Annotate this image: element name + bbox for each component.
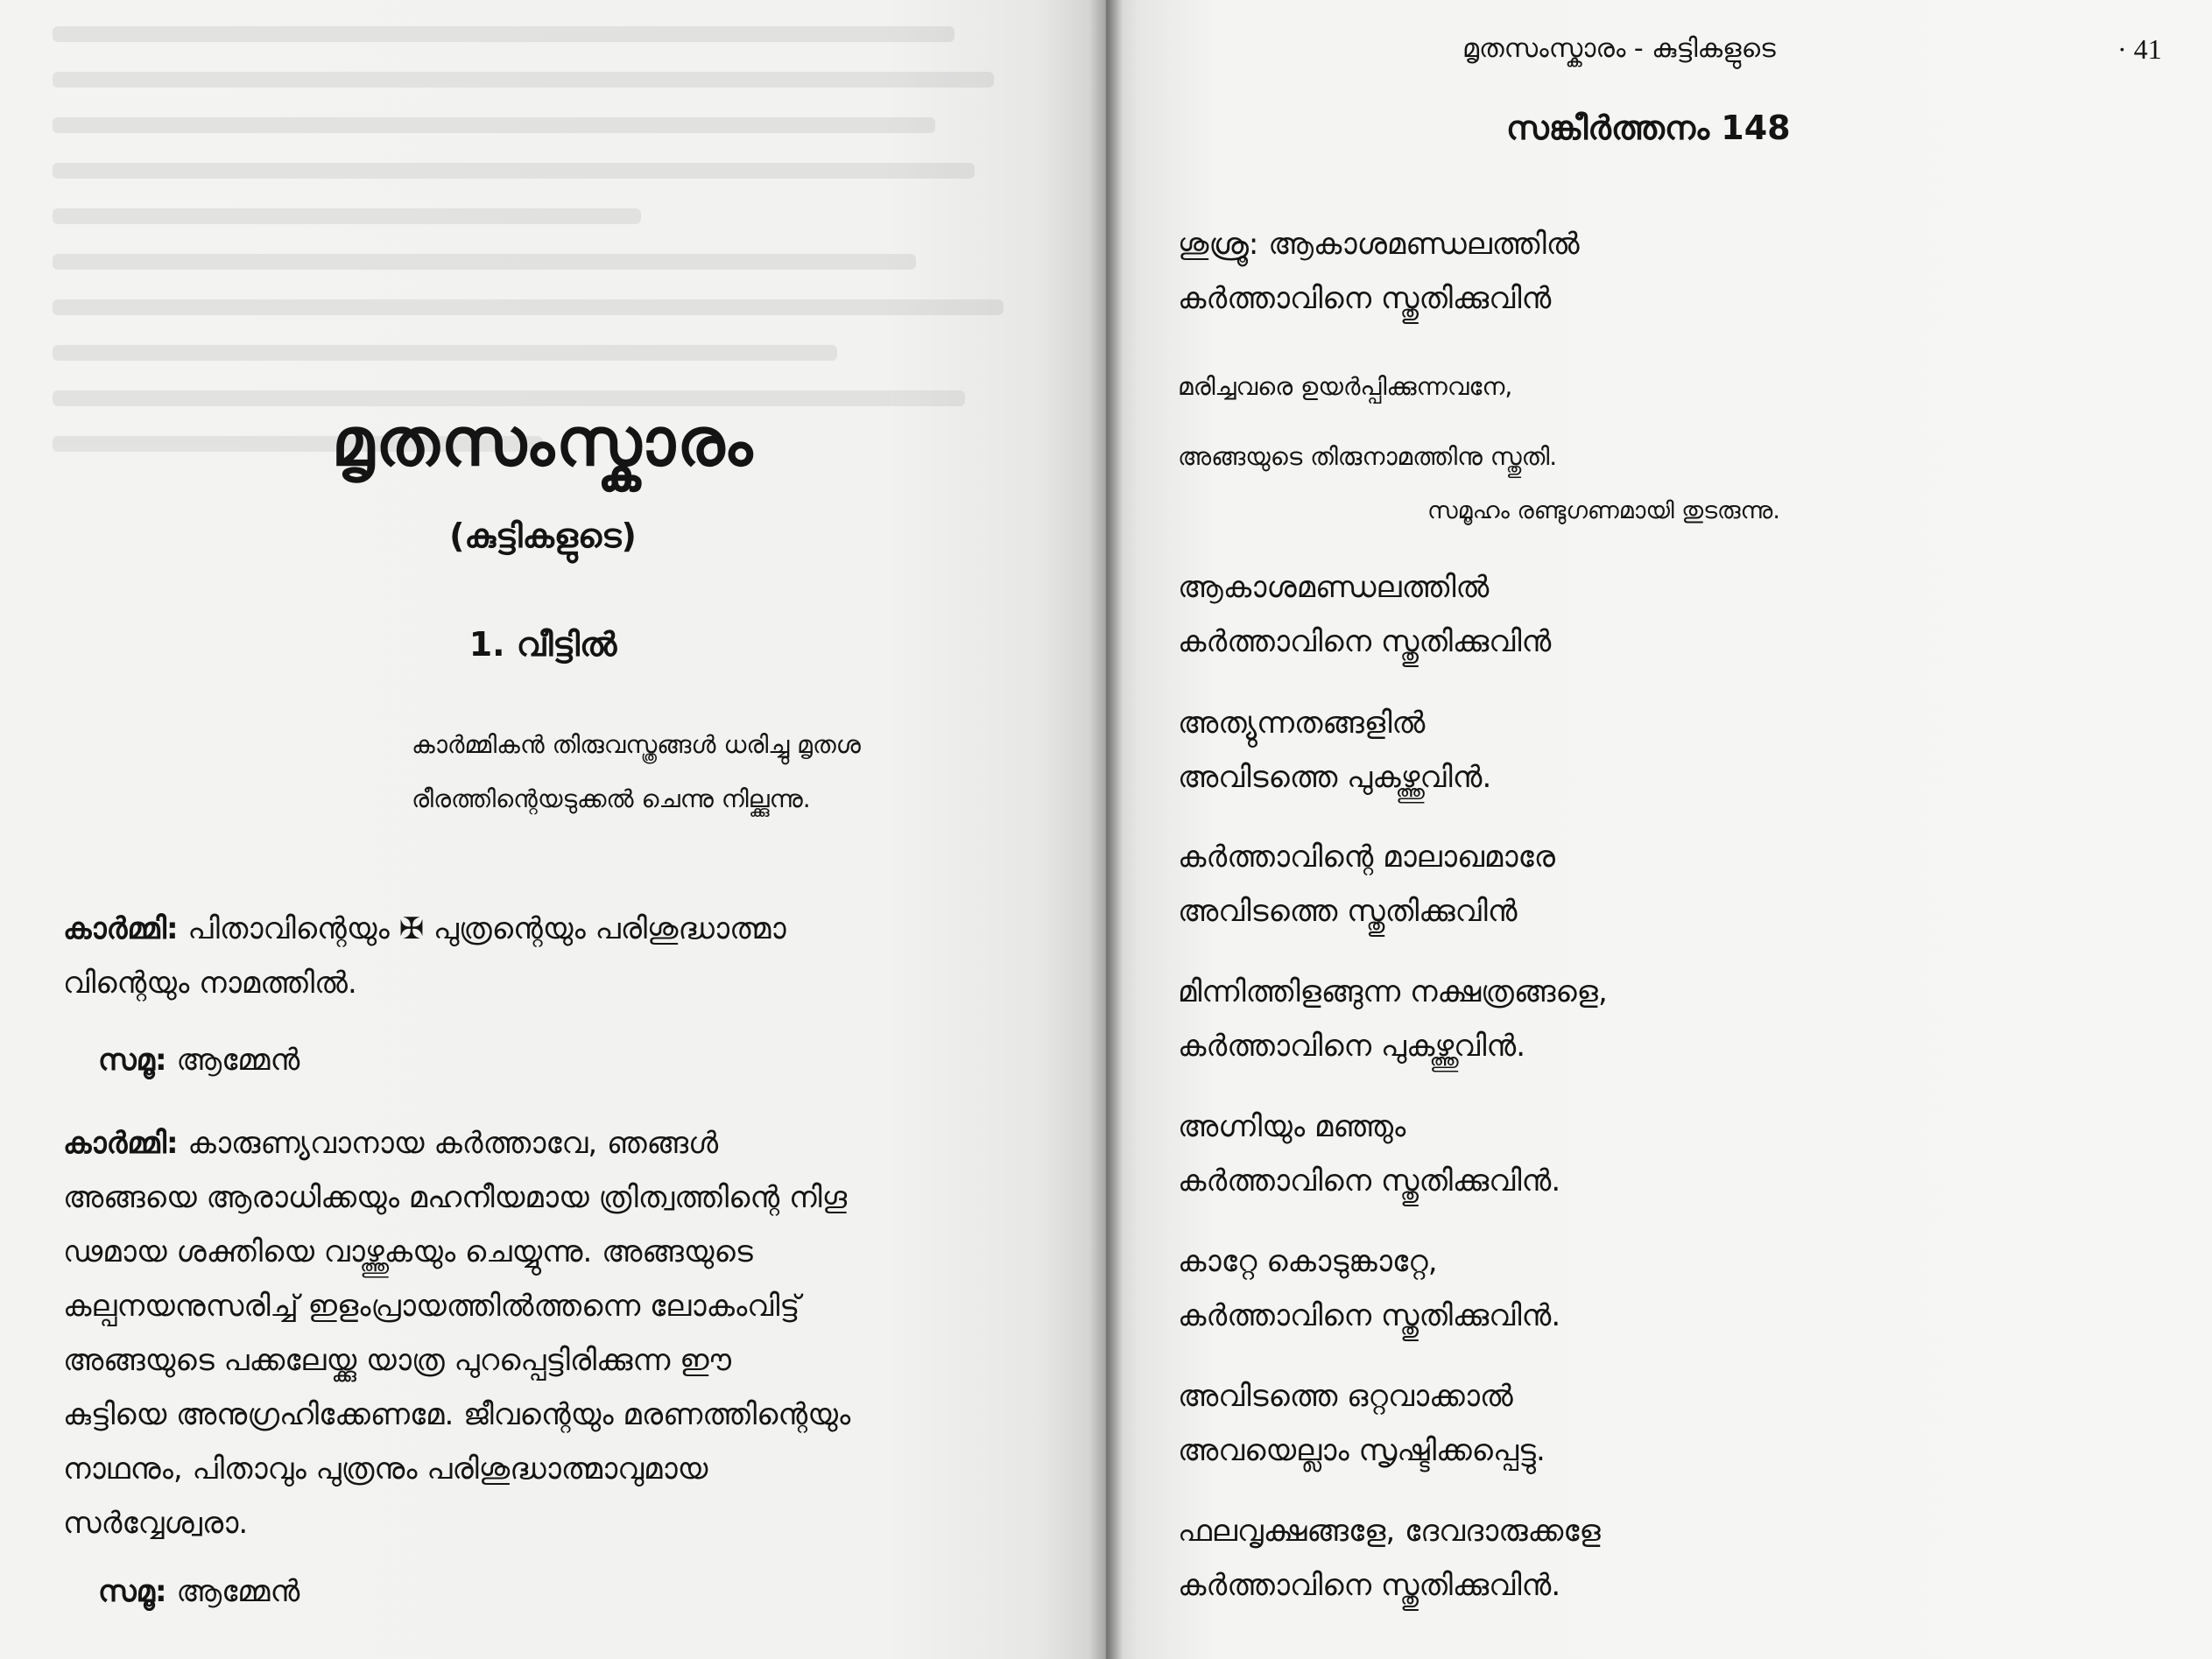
- verse-line: കർത്താവിനെ സ്തുതിക്കുവിൻ: [1178, 281, 1552, 316]
- rubric-line: കാർമ്മികൻ തിരുവസ്ത്രങ്ങൾ ധരിച്ചു മൃതശ: [412, 730, 861, 759]
- verse-line: കർത്താവിനെ സ്തുതിക്കുവിൻ: [1178, 624, 1552, 659]
- paragraph-line: സർവ്വേശ്വരാ.: [63, 1506, 249, 1541]
- prayer-paragraph: [63, 902, 1035, 1010]
- response-paragraph: [98, 1033, 1070, 1087]
- response-paragraph: [98, 1564, 1070, 1619]
- verse-line: കാറ്റേ കൊടുങ്കാറ്റേ,: [1178, 1244, 1438, 1279]
- speaker-label: സമൂ:: [98, 1043, 167, 1078]
- verse-line: അവിടത്തെ ഒറ്റവാക്കാൽ: [1178, 1379, 1513, 1414]
- speaker-label: ശുശ്രൂ:: [1178, 227, 1259, 262]
- verse-line: അത്യുന്നതങ്ങളിൽ: [1178, 706, 1426, 741]
- rubric-line: രീരത്തിന്റെയടുക്കൽ ചെന്നു നില്ക്കുന്നു.: [412, 784, 811, 813]
- psalm-title: സങ്കീർത്തനം 148: [1506, 109, 1791, 147]
- page-subtitle: (കുട്ടികളുടെ): [449, 517, 637, 555]
- paragraph-line: ഢമായ ശക്തിയെ വാഴ്ത്തുകയും ചെയ്യുന്നു. അങ്ങയുടെ: [63, 1234, 753, 1269]
- verse-text: ആകാശമണ്ഡലത്തിൽ: [1268, 227, 1580, 262]
- rubric-instruction: സമൂഹം രണ്ടുഗണമായി തുടരുന്നു.: [1427, 497, 1780, 524]
- left-page: [0, 0, 1105, 1659]
- verse: [1178, 830, 2141, 938]
- paragraph-line: കാരുണ്യവാനായ കർത്താവേ, ഞങ്ങൾ: [187, 1126, 719, 1161]
- speaker-label: കാർമ്മി:: [63, 911, 179, 946]
- verse-line: അവയെല്ലാം സൃഷ്ടിക്കപ്പെട്ടു.: [1178, 1433, 1546, 1468]
- paragraph-line: കല്പനയനുസരിച്ച് ഇളംപ്രായത്തിൽത്തന്നെ ലോകംവിട്ട്: [63, 1289, 800, 1324]
- page-title: മൃതസംസ്കാരം: [331, 403, 755, 481]
- verse: [1178, 696, 2141, 805]
- verse: [1178, 965, 2141, 1073]
- paragraph-line: കുട്ടിയെ അനുഗ്രഹിക്കേണമേ. ജീവന്റെയും മരണത്തിന്റെയും: [63, 1397, 851, 1432]
- verse-line: ഫലവൃക്ഷങ്ങളേ, ദേവദാരുക്കളേ: [1178, 1514, 1601, 1549]
- speaker-label: കാർമ്മി:: [63, 1126, 179, 1161]
- verse: [1178, 560, 2141, 669]
- section-heading: 1. വീട്ടിൽ: [468, 625, 617, 664]
- paragraph-line: അങ്ങയെ ആരാധിക്കയും മഹനീയമായ ത്രിത്വത്തിന്റെ നിഗൂ: [63, 1180, 848, 1215]
- paragraph-line: ആമ്മേൻ: [176, 1574, 300, 1609]
- verse: [1178, 1234, 2141, 1343]
- speaker-label: സമൂ:: [98, 1574, 167, 1609]
- running-head: മൃതസംസ്കാരം - കുട്ടികളുടെ: [1462, 33, 1776, 64]
- verse-line: അഗ്നിയും മഞ്ഞും: [1178, 1109, 1406, 1144]
- book-gutter: [1089, 0, 1123, 1659]
- verse-line: കർത്താവിനെ സ്തുതിക്കുവിൻ.: [1178, 1298, 1561, 1333]
- verse-line: കർത്താവിന്റെ മാലാഖമാരേ: [1178, 840, 1555, 875]
- paragraph-line: ആമ്മേൻ: [176, 1043, 300, 1078]
- prayer-paragraph: [63, 1116, 1035, 1550]
- verse-line: കർത്താവിനെ സ്തുതിക്കുവിൻ.: [1178, 1163, 1561, 1199]
- response-verse: [1178, 352, 2141, 492]
- verse: [1178, 1504, 2141, 1613]
- verse: [1178, 1369, 2141, 1478]
- verse: [1178, 1100, 2141, 1208]
- paragraph-line: നാഥനും, പിതാവും പുത്രനും പരിശുദ്ധാത്മാവുമായ: [63, 1452, 708, 1487]
- rubric-instruction: [412, 718, 1042, 826]
- verse-line: അവിടത്തെ സ്തുതിക്കുവിൻ: [1178, 894, 1518, 929]
- paragraph-line: വിന്റെയും നാമത്തിൽ.: [63, 966, 357, 1001]
- verse-line: ആകാശമണ്ഡലത്തിൽ: [1178, 570, 1490, 605]
- verse-line: കർത്താവിനെ പുകഴ്ത്തുവിൻ.: [1178, 1029, 1526, 1064]
- response-line: അങ്ങയുടെ തിരുനാമത്തിനു സ്തുതി.: [1178, 442, 1558, 471]
- page-number: · 41: [2117, 33, 2162, 65]
- response-line: മരിച്ചവരെ ഉയർപ്പിക്കുന്നവനേ,: [1178, 372, 1513, 401]
- verse-line: [1178, 217, 2141, 271]
- paragraph-line: അങ്ങയുടെ പക്കലേയ്ക്കു യാത്ര പുറപ്പെട്ടിരിക്കുന്ന ഈ: [63, 1343, 731, 1378]
- opening-verse: [1178, 217, 2141, 326]
- verse-line: അവിടത്തെ പുകഴ്ത്തുവിൻ.: [1178, 760, 1492, 795]
- verse-line: മിന്നിത്തിളങ്ങുന്ന നക്ഷത്രങ്ങളെ,: [1178, 974, 1608, 1009]
- verse-line: കർത്താവിനെ സ്തുതിക്കുവിൻ.: [1178, 1568, 1561, 1603]
- paragraph-line: പിതാവിന്റെയും ✠ പുത്രന്റെയും പരിശുദ്ധാത്മാ: [187, 911, 786, 946]
